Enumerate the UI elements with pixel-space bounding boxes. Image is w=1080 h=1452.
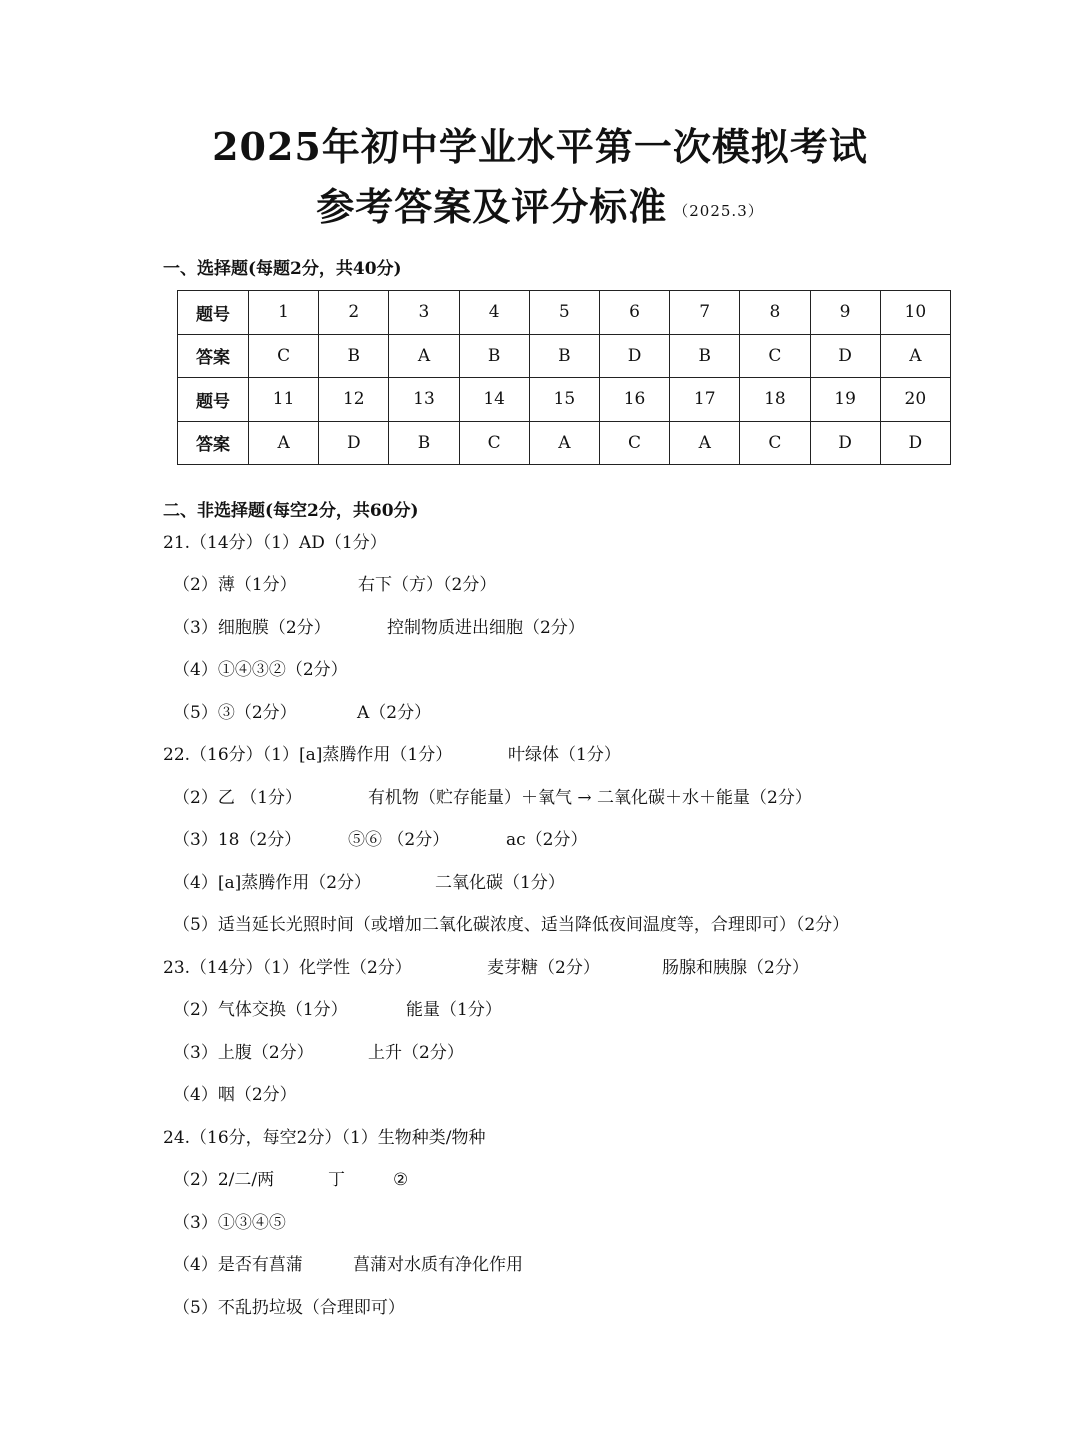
answer-segment: （3）18（2分） [173,830,302,850]
table-cell: B [319,334,389,378]
table-row-label: 题号 [178,291,249,335]
table-cell: 12 [319,378,389,422]
table-cell: C [249,334,319,378]
table-cell: 1 [249,291,319,335]
answer-segment: （3）上腹（2分） [173,1043,314,1063]
answer-segment: （5）③（2分） [173,703,297,723]
table-cell: 10 [880,291,950,335]
table-cell: A [670,421,740,465]
document-subtitle [0,176,1080,231]
answer-segment: 能量（1分） [406,1000,502,1020]
answer-segment: 麦芽糖（2分） [487,958,600,978]
table-cell: B [529,334,599,378]
answer-segment: （2）乙 （1分） [173,788,303,808]
table-row [178,421,951,465]
table-cell: D [599,334,669,378]
table-cell: C [599,421,669,465]
table-row [178,378,951,422]
table-cell: 7 [670,291,740,335]
answer-segment: 上升（2分） [368,1043,464,1063]
answer-segment: 有机物（贮存能量）＋氧气 → 二氧化碳＋水＋能量（2分） [368,788,812,808]
document-date: （2025.3） [673,202,764,220]
table-row-label: 题号 [178,378,249,422]
section-heading-open-questions: 二、非选择题(每空2分，共60分) [163,501,419,521]
answer-segment: 肠腺和胰腺（2分） [662,958,809,978]
answer-segment: （4）是否有菖蒲 [173,1255,303,1275]
table-cell: A [249,421,319,465]
answer-segment: 21.（14分）（1）AD（1分） [163,533,387,553]
table-cell: 9 [810,291,880,335]
table-cell: 17 [670,378,740,422]
table-cell: 19 [810,378,880,422]
answer-segment: （3）细胞膜（2分） [173,618,331,638]
answer-segment: （2）薄（1分） [173,575,297,595]
table-cell: 16 [599,378,669,422]
table-cell: A [529,421,599,465]
answer-segment: ac（2分） [506,830,588,850]
section-heading-multiple-choice: 一、选择题(每题2分，共40分) [163,259,402,279]
answer-segment: （3）①③④⑤ [173,1213,286,1233]
table-cell: 6 [599,291,669,335]
table-cell: 15 [529,378,599,422]
table-cell: 18 [740,378,810,422]
table-cell: 4 [459,291,529,335]
answer-segment: 叶绿体（1分） [508,745,621,765]
table-cell: D [810,334,880,378]
answer-segment: ② [393,1170,409,1190]
answer-segment: （4）①④③②（2分） [173,660,348,680]
table-cell: D [880,421,950,465]
table-row-label: 答案 [178,421,249,465]
table-cell: C [740,421,810,465]
table-row [178,291,951,335]
answer-segment: A（2分） [357,703,432,723]
table-row [178,334,951,378]
table-cell: 2 [319,291,389,335]
answer-segment: 菖蒲对水质有净化作用 [353,1255,523,1275]
table-cell: A [389,334,459,378]
table-cell: C [740,334,810,378]
table-cell: B [459,334,529,378]
answer-segment: 23.（14分）（1）化学性（2分） [163,958,412,978]
table-cell: B [670,334,740,378]
answer-segment: （5）适当延长光照时间（或增加二氧化碳浓度、适当降低夜间温度等，合理即可）（2分） [173,915,850,935]
table-row-label: 答案 [178,334,249,378]
answer-segment: 控制物质进出细胞（2分） [387,618,585,638]
subtitle-text: 参考答案及评分标准 [316,184,668,229]
answer-segment: ⑤⑥ （2分） [348,830,450,850]
table-cell: A [880,334,950,378]
answer-segment: 22.（16分）（1）[a]蒸腾作用（1分） [163,745,453,765]
answer-segment: （4）咽（2分） [173,1085,297,1105]
table-cell: D [319,421,389,465]
document-title: 2025年初中学业水平第一次模拟考试 [212,124,868,169]
table-cell: B [389,421,459,465]
answer-segment: （2）气体交换（1分） [173,1000,348,1020]
table-cell: 13 [389,378,459,422]
table-cell: C [459,421,529,465]
table-cell: 8 [740,291,810,335]
answer-segment: 24.（16分，每空2分）（1）生物种类/物种 [163,1128,486,1148]
answer-segment: （4）[a]蒸腾作用（2分） [173,873,372,893]
answer-segment: 右下（方）（2分） [358,575,497,595]
table-cell: 3 [389,291,459,335]
table-cell: 20 [880,378,950,422]
table-cell: 5 [529,291,599,335]
table-cell: 14 [459,378,529,422]
answer-segment: （5）不乱扔垃圾（合理即可） [173,1298,405,1318]
answer-table [177,290,951,465]
table-cell: D [810,421,880,465]
table-cell: 11 [249,378,319,422]
answer-segment: （2）2/二/两 [173,1170,275,1190]
answer-segment: 丁 [328,1170,345,1190]
answer-segment: 二氧化碳（1分） [435,873,565,893]
